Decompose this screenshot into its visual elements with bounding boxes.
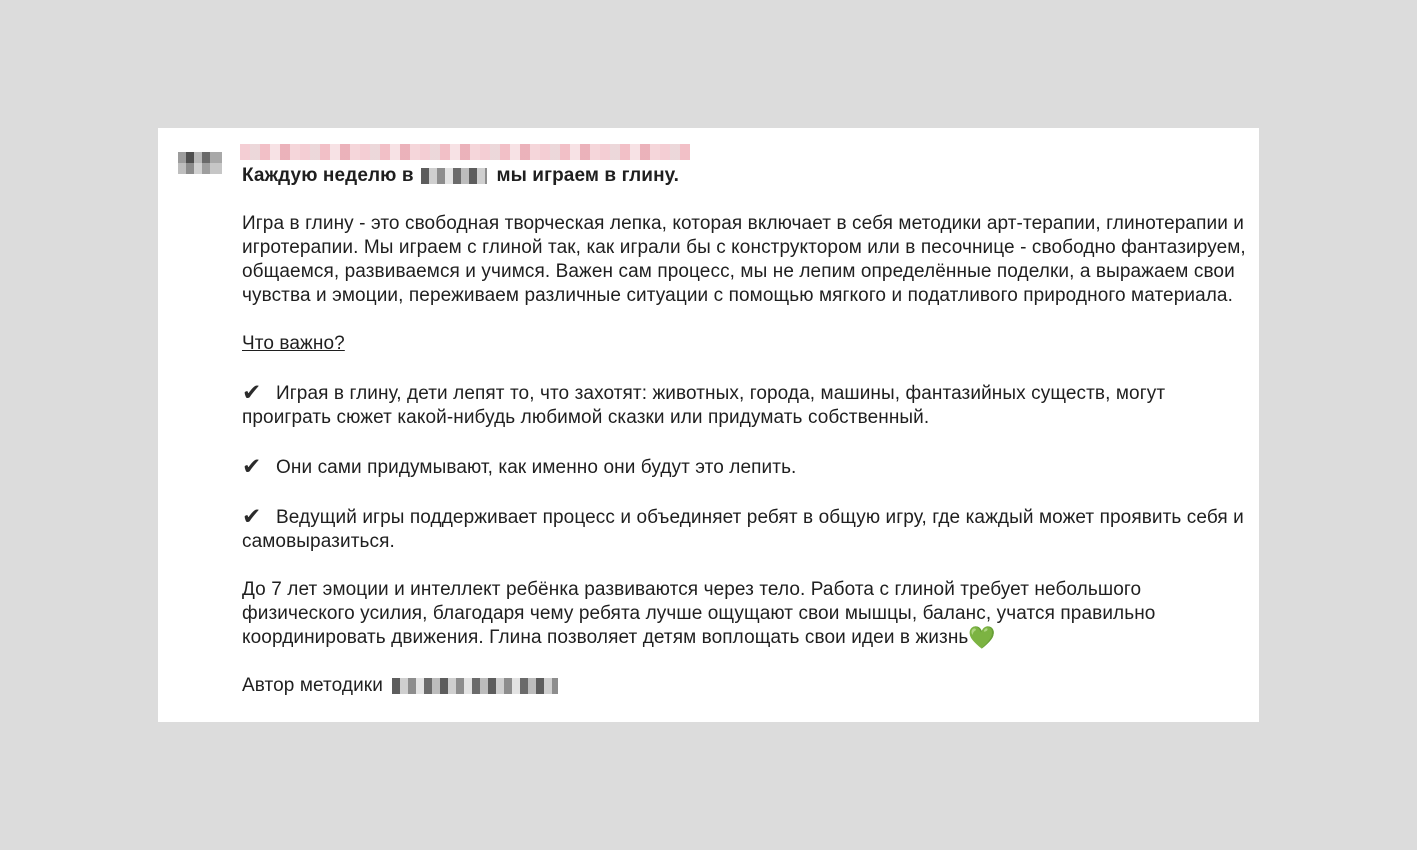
blurred-avatar[interactable]: [178, 152, 222, 174]
point-text-3: Ведущий игры поддерживает процесс и объединяет ребят в общую игру, где каждый может проявить себя и самовыразиться.: [242, 507, 1244, 552]
post-body: [242, 164, 1247, 722]
point-item-1: [242, 380, 1247, 430]
blurred-method-author[interactable]: [392, 678, 558, 694]
green-heart-icon: 💚: [968, 625, 996, 650]
headline-text-end: мы играем в глину.: [496, 165, 680, 186]
point-item-2: [242, 454, 1247, 480]
author-label: Автор методики: [242, 675, 383, 696]
author-credit: [242, 674, 1247, 698]
closing-text: До 7 лет эмоции и интеллект ребёнка развиваются через тело. Работа с глиной требует небольшого физического усилия, благодаря чему ребята лучше ощущают свои мышцы, баланс, учатся правильно координировать движения. Глина позволяет детям воплощать свои идеи в жизнь: [242, 579, 1156, 648]
headline-text-start: Каждую неделю в: [242, 165, 414, 186]
blurred-author-name[interactable]: [240, 144, 690, 160]
section-title: Что важно?: [242, 333, 345, 354]
point-text-1: Играя в глину, дети лепят то, что захотят: животных, города, машины, фантазийных существ, могут проиграть сюжет какой-нибудь любимой сказки или придумать собственный.: [242, 383, 1166, 428]
checkmark-icon: ✔: [242, 379, 262, 405]
point-item-3: [242, 504, 1247, 554]
intro-paragraph: Игра в глину - это свободная творческая лепка, которая включает в себя методики арт-терапии, глинотерапии и игротерапии. Мы играем с глиной так, как играли бы с конструктором или в песочнице - свободно фантазируем, общаемся, развиваемся и учимся. Важен сам процесс, мы не лепим определённые поделки, а выражаем свои чувства и эмоции, переживаем различные ситуации с помощью мягкого и податливого природного материала.: [242, 213, 1246, 306]
section-heading: [242, 332, 1247, 356]
closing-paragraph: [242, 578, 1247, 650]
post-card: [158, 128, 1259, 722]
blurred-place-name: [421, 168, 487, 184]
post-headline: [242, 164, 1247, 188]
checkmark-icon: ✔: [242, 453, 262, 479]
checkmark-icon: ✔: [242, 503, 262, 529]
point-text-2: Они сами придумывают, как именно они будут это лепить.: [276, 457, 797, 478]
